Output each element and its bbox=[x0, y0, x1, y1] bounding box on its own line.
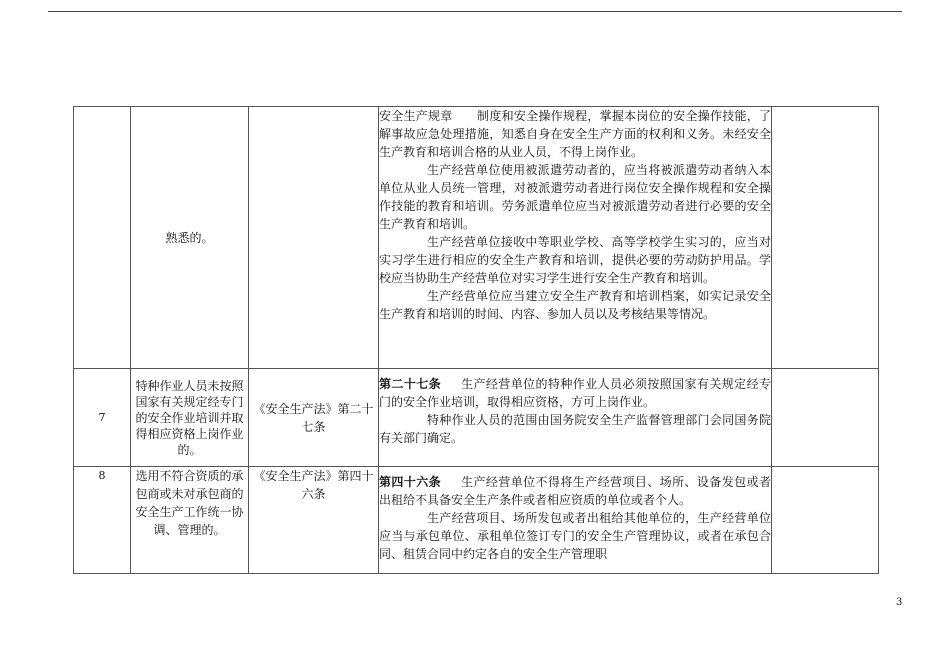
row-number-cell bbox=[74, 107, 131, 369]
remarks-cell bbox=[772, 107, 879, 369]
law-content-cell bbox=[379, 369, 772, 467]
article-number: 第二十七条 bbox=[379, 377, 442, 391]
behavior-text: 特种作业人员未按照国家有关规定经专门的安全作业培训并取得相应资格上岗作业的。 bbox=[135, 378, 244, 457]
law-paragraph: 生产经营项目、场所发包或者出租给其他单位的，生产经营单位应当与承包单位、承租单位签订专门的安全生产管理协议，或者在承包合同、租赁合同中约定各自的安全生产管理职 bbox=[379, 511, 771, 561]
law-paragraph: 特种作业人员的范围由国务院安全生产监督管理部门会同国务院有关部门确定。 bbox=[379, 413, 771, 445]
table-row bbox=[74, 467, 879, 574]
row-number: 8 bbox=[98, 469, 106, 482]
row-number-cell bbox=[74, 467, 131, 574]
basis-text: 《安全生产法》第二十七条 bbox=[253, 401, 374, 434]
law-paragraph: 安全生产规章 制度和安全操作规程，掌握本岗位的安全操作技能，了解事故应急处理措施，知悉自身在安全生产方面的权利和义务。未经安全生产教育和培训合格的从业人员，不得上岗作业。 bbox=[379, 109, 771, 159]
law-paragraph: 生产经营单位使用被派遣劳动者的，应当将被派遣劳动者纳入本单位从业人员统一管理，对被派遣劳动者进行岗位安全操作规程和安全操作技能的教育和培训。劳务派遣单位应当对被派遣劳动者进行必要的安全生产教育和培训。 bbox=[379, 163, 771, 231]
behavior-text: 熟悉的。 bbox=[165, 230, 214, 245]
law-content-cell bbox=[379, 107, 772, 369]
remarks-cell bbox=[772, 467, 879, 574]
header-rule bbox=[48, 11, 902, 12]
law-paragraph: 第二十七条 生产经营单位的特种作业人员必须按照国家有关规定经专门的安全作业培训，取得相应资格，方可上岗作业。 bbox=[379, 377, 771, 409]
law-paragraph: 第四十六条 生产经营单位不得将生产经营项目、场所、设备发包或者出租给不具备安全生产条件或者相应资质的单位或者个人。 bbox=[379, 475, 771, 507]
table-row bbox=[74, 369, 879, 467]
behavior-cell bbox=[131, 107, 249, 369]
table-row bbox=[74, 107, 879, 369]
law-paragraph: 生产经营单位应当建立安全生产教育和培训档案，如实记录安全生产教育和培训的时间、内容、参加人员以及考核结果等情况。 bbox=[379, 289, 771, 321]
behavior-cell bbox=[131, 369, 249, 467]
regulation-table bbox=[73, 106, 879, 574]
law-content-cell bbox=[379, 467, 772, 574]
article-number: 第四十六条 bbox=[379, 475, 442, 489]
behavior-text: 选用不符合资质的承包商或未对承包商的安全生产工作统一协调、管理的。 bbox=[135, 469, 244, 537]
basis-cell bbox=[249, 467, 379, 574]
law-paragraph: 生产经营单位接收中等职业学校、高等学校学生实习的，应当对实习学生进行相应的安全生产教育和培训，提供必要的劳动防护用品。学校应当协助生产经营单位对实习学生进行安全生产教育和培训。 bbox=[379, 235, 771, 285]
basis-text: 《安全生产法》第四十六条 bbox=[253, 469, 374, 501]
page-number: 3 bbox=[896, 597, 903, 608]
remarks-cell bbox=[772, 369, 879, 467]
basis-cell bbox=[249, 107, 379, 369]
row-number-cell bbox=[74, 369, 131, 467]
row-number: 7 bbox=[98, 410, 106, 424]
behavior-cell bbox=[131, 467, 249, 574]
basis-cell bbox=[249, 369, 379, 467]
